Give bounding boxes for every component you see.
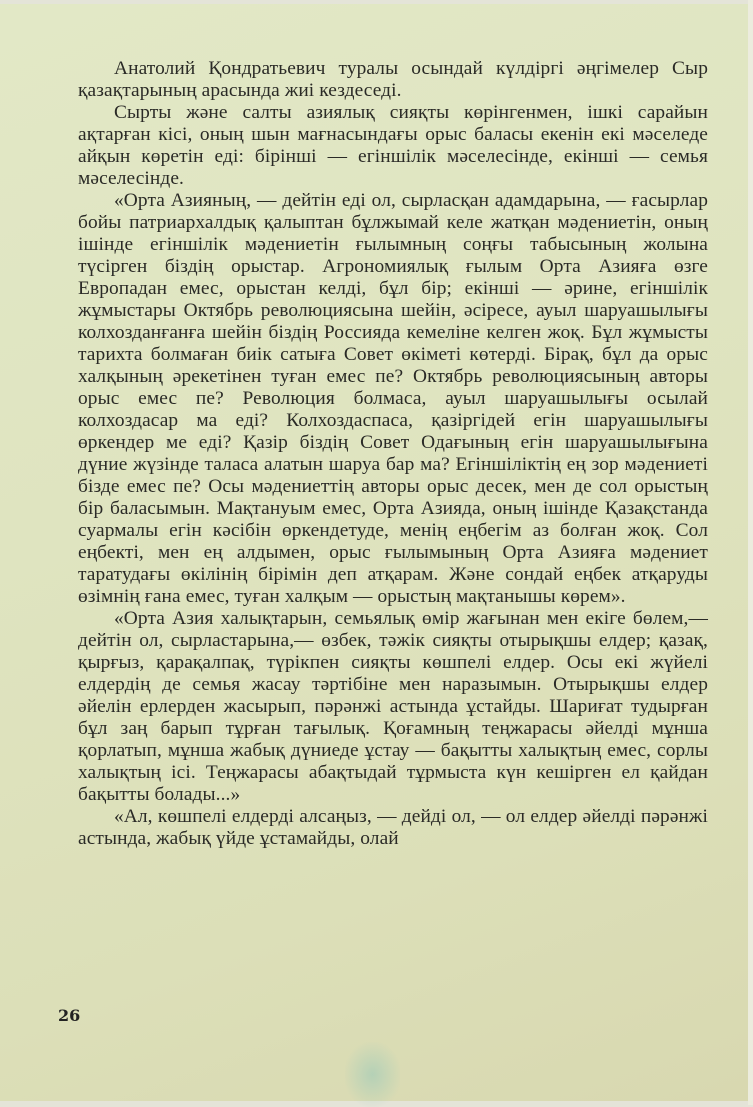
book-page (0, 4, 748, 1101)
paragraph-3: «Орта Азияның, — дейтін еді ол, сырласқан адамдарына, — ғасырлар бойы патриархалдық қалыптан бұлжымай келе жатқан мәдениетін, оның ішінде егіншілік мәдениетін ғылымның соңғы табысының жолына түсірген біздің орыстар. Агрономиялық ғылым Орта Азияға өзге Европадан емес, орыстан келді, бұл бір; екінші — әрине, егіншілік жұмыстары Октябрь революциясына шейін, әсіресе, ауыл шаруашылығы колхозданғанға шейін біздің Россияда кемеліне келген жоқ. Бұл жұмысты тарихта болмаған биік сатыға Совет өкіметі көтерді. Бірақ, бұл да орыс халқының әрекетінен туған емес пе? Октябрь революциясының авторы орыс емес пе? Революция болмаса, ауыл шаруашылығы осылай колхоздасар ма еді? Колхоздаспаса, қазіргідей егін шаруашылығы өркендер ме еді? Қазір біздің Совет Одағының егін шаруашылығына дүние жүзінде таласа алатын шаруа бар ма? Егіншіліктің ең зор мәдениеті бізде емес пе? Осы мәдениеттің авторы орыс десек, мен де сол орыстың бір баласымын. Мақтануым емес, Орта Азияда, оның ішінде Қазақстанда суармалы егін кәсібін өркендетуде, менің еңбегім аз болған жоқ. Сол еңбекті, мен ең алдымен, орыс ғылымының Орта Азияға мәдениет таратудағы өкілінің бірімін деп атқарам. Және сондай еңбек атқаруды өзімнің ғана емес, туған халқым — орыстың мақтанышы көрем». (78, 190, 708, 607)
page-number: 26 (58, 1006, 81, 1025)
paragraph-5: «Ал, көшпелі елдерді алсаңыз, — дейді ол, — ол елдер әйелді пәрәнжі астында, жабық үйде ұстамайды, олай (78, 806, 708, 849)
body-text (78, 58, 708, 850)
page-edge (748, 0, 753, 1105)
paragraph-4: «Орта Азия халықтарын, семьялық өмір жағынан мен екіге бөлем,— дейтін ол, сырластарына,— өзбек, тәжік сияқты отырықшы елдер; қазақ, қырғыз, қарақалпақ, түрікпен сияқты көшпелі елдер. Осы екі жүйелі елдердің де семья жасау тәртібіне мен наразымын. Отырықшы елдер әйелін ерлерден жасырып, пәрәнжі астында ұстайды. Шариғат тудырған бұл заң барып тұрған тағылық. Қоғамның теңжарасы әйелді мұнша қорлатып, мұнша жабық дүниеде ұстау — бақытты халықтың емес, сорлы халықтың ісі. Теңжарасы абақтыдай тұрмыста күн кешірген ел қайдан бақытты болады...» (78, 608, 708, 805)
paper-stain (345, 1042, 400, 1107)
paragraph-2: Сырты және салты азиялық сияқты көрінгенмен, ішкі сарайын ақтарған кісі, оның шын мағнасындағы орыс баласы екенін екі мәселеде айқын көретін еді: бірінші — егіншілік мәселесінде, екінші — семья мәселесінде. (78, 102, 708, 189)
paragraph-1: Анатолий Қондратьевич туралы осындай күлдіргі әңгімелер Сыр қазақтарының арасында жиі кездеседі. (78, 58, 708, 101)
